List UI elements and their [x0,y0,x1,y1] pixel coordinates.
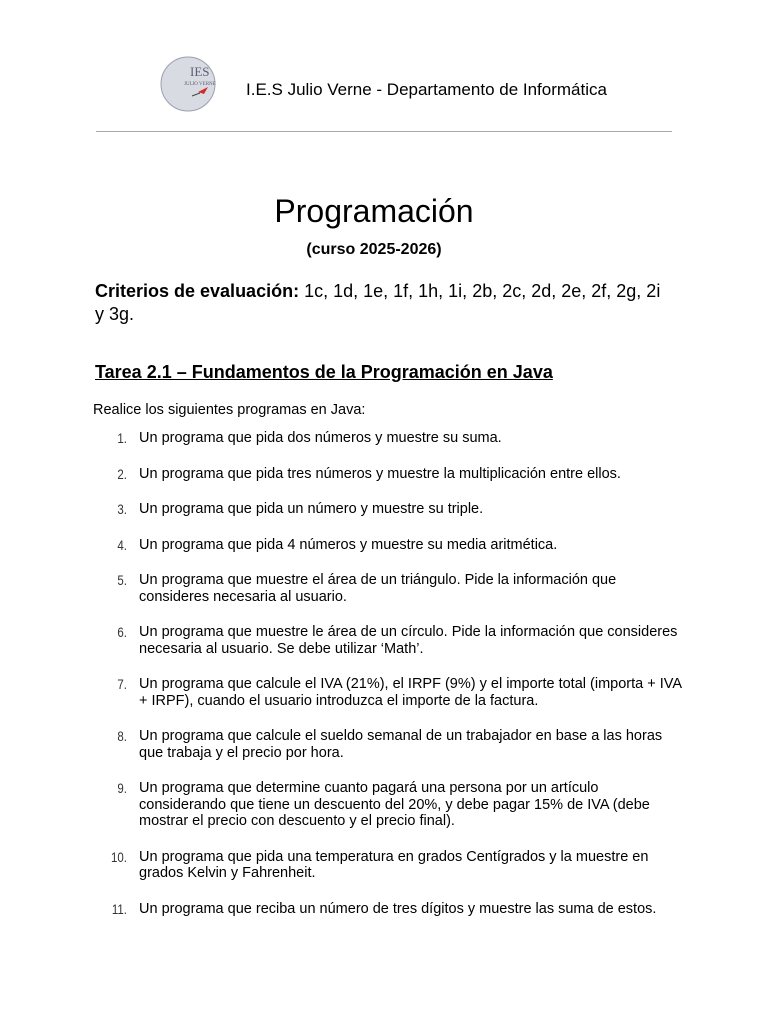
criteria-values: 1c, 1d, 1e, 1f, 1h, 1i, 2b, 2c, 2d, 2e, 2f, 2g, 2i y 3g. [95,281,661,324]
task-heading: Tarea 2.1 – Fundamentos de la Programación en Java [95,362,553,382]
page-header [0,0,768,135]
exercise-item [95,430,685,447]
criteria-label: Criterios de evaluación: [95,281,300,301]
exercise-item [95,572,685,605]
school-logo [160,54,216,114]
exercise-number: 3. [117,501,127,517]
document-title: Programación [274,193,474,229]
header-divider [96,131,672,132]
task-intro: Realice los siguientes programas en Java: [93,402,366,418]
exercise-text: Un programa que muestre le área de un círculo. Pide la información que consideres necesaria al usuario. Se debe utilizar ‘Math’. [139,624,678,657]
exercise-number: 8. [117,728,127,744]
exercise-item [95,728,685,761]
exercise-item [95,466,685,483]
exercise-item [95,501,685,518]
exercise-text: Un programa que calcule el IVA (21%), el IRPF (9%) y el importe total (importa + IVA + IRPF), cuando el usuario introduzca el importe de la factura. [139,676,682,709]
exercise-number: 10. [111,848,127,865]
exercise-item [95,676,685,709]
header-title: I.E.S Julio Verne - Departamento de Informática [246,80,607,99]
exercise-number: 1. [117,430,127,446]
exercise-text: Un programa que muestre el área de un triángulo. Pide la información que consideres necesaria al usuario. [139,572,617,605]
exercise-text: Un programa que calcule el sueldo semanal de un trabajador en base a las horas que trabaja y el precio por hora. [139,728,663,761]
evaluation-criteria [95,280,670,326]
exercise-number: 11. [111,900,127,917]
exercise-item [95,780,685,830]
exercise-text: Un programa que reciba un número de tres dígitos y muestre las suma de estos. [139,900,657,917]
exercise-item [95,624,685,657]
exercise-number: 5. [117,572,127,588]
exercise-text: Un programa que determine cuanto pagará una persona por un artículo considerando que tiene un descuento del 20%, y debe pagar 15% de IVA (debe mostrar el precio con descuento y el precio final). [139,780,650,829]
svg-text:IES: IES [190,64,210,79]
exercise-text: Un programa que pida tres números y muestre la multiplicación entre ellos. [139,465,621,482]
exercise-text: Un programa que pida una temperatura en grados Centígrados y la muestre en grados Kelvin y Fahrenheit. [139,848,649,881]
exercise-list [95,430,685,936]
exercise-number: 7. [117,676,127,692]
svg-text:JULIO VERNE: JULIO VERNE [184,82,216,87]
exercise-text: Un programa que pida 4 números y muestre su media aritmética. [139,536,558,553]
exercise-number: 6. [117,624,127,640]
exercise-item [95,901,685,918]
exercise-text: Un programa que pida dos números y muestre su suma. [139,430,502,446]
exercise-item [95,537,685,554]
exercise-number: 4. [117,536,127,553]
exercise-text: Un programa que pida un número y muestre su triple. [139,501,484,517]
course-year: (curso 2025-2026) [306,241,442,258]
exercise-number: 9. [117,780,127,796]
exercise-item [95,849,685,882]
exercise-number: 2. [117,465,127,482]
